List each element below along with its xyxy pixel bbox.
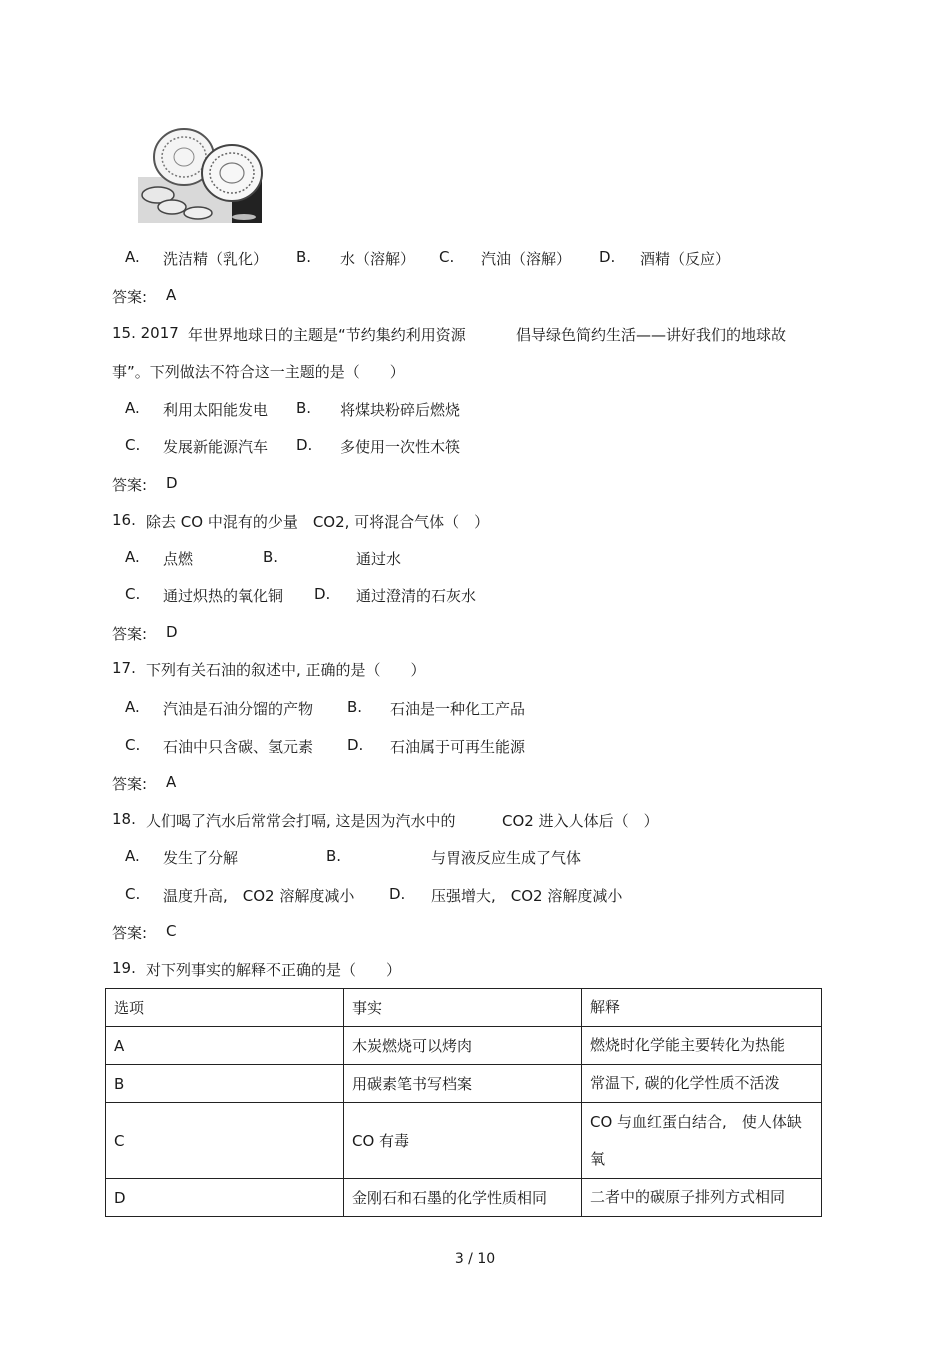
table-row (106, 1027, 822, 1065)
table-cell: 常温下, 碳的化学性质不活泼 (582, 1065, 822, 1103)
q15-option-b: B. (296, 399, 312, 417)
table-cell: 二者中的碳原子排列方式相同 (582, 1179, 822, 1217)
page-number: 3 / 10 (454, 1251, 496, 1267)
table-cell: A (106, 1027, 344, 1065)
table-header-cell: 事实 (344, 989, 582, 1027)
q14-option-a-text: 洗洁精（乳化） (163, 250, 269, 268)
q14-answer-value: A (166, 286, 177, 304)
q17-answer-label: 答案: (112, 775, 148, 793)
q16-option-c-text: 通过炽热的氧化铜 (163, 587, 284, 605)
q18-stem-part2: CO2 进入人体后（ ） (502, 812, 659, 830)
table-row (106, 1179, 822, 1217)
q15-answer-value: D (166, 474, 178, 492)
q17-option-a: A. (125, 698, 140, 716)
q14-answer-label: 答案: (112, 288, 148, 306)
table-cell: 用碳素笔书写档案 (344, 1065, 582, 1103)
q18-option-d: D. (389, 885, 406, 903)
q16-answer-value: D (166, 623, 178, 641)
table-row (106, 1103, 822, 1179)
table-cell: D (106, 1179, 344, 1217)
q16-option-d: D. (314, 585, 331, 603)
table-cell-line: CO 与血红蛋白结合, 使人体缺 (590, 1112, 802, 1131)
table-header-cell: 选项 (106, 989, 344, 1027)
facts-table (105, 988, 822, 1217)
q16-option-c: C. (125, 585, 141, 603)
table-cell: C (106, 1103, 344, 1179)
q15-option-c-text: 发展新能源汽车 (163, 438, 269, 456)
q14-option-c-text: 汽油（溶解） (481, 250, 572, 268)
q17-option-b-text: 石油是一种化工产品 (390, 700, 526, 718)
q15-stem-part2: 倡导绿色简约生活——讲好我们的地球故 (516, 326, 787, 344)
q16-option-a: A. (125, 548, 140, 566)
q18-option-a: A. (125, 847, 140, 865)
table-cell: CO 有毒 (344, 1103, 582, 1179)
q19-number: 19. (112, 959, 136, 977)
table-header-cell: 解释 (582, 989, 822, 1027)
q17-option-a-text: 汽油是石油分馏的产物 (163, 700, 314, 718)
q16-answer-label: 答案: (112, 625, 148, 643)
q17-option-d-text: 石油属于可再生能源 (390, 738, 526, 756)
q17-option-b: B. (347, 698, 363, 716)
table-row (106, 1065, 822, 1103)
table-cell: B (106, 1065, 344, 1103)
table-cell: 木炭燃烧可以烤肉 (344, 1027, 582, 1065)
table-cell (582, 1103, 822, 1179)
q15-option-c: C. (125, 436, 141, 454)
q16-stem: 除去 CO 中混有的少量 CO2, 可将混合气体（ ） (146, 513, 490, 531)
q15-number: 15. 2017 (112, 324, 179, 342)
table-cell: 金刚石和石墨的化学性质相同 (344, 1179, 582, 1217)
q16-option-b-text: 通过水 (356, 550, 402, 568)
q16-option-a-text: 点燃 (163, 550, 194, 568)
q14-option-c: C. (439, 248, 455, 266)
q14-option-b-text: 水（溶解） (340, 250, 416, 268)
q18-answer-value: C (166, 922, 177, 940)
table-cell-line: 氧 (590, 1149, 606, 1168)
q15-option-a: A. (125, 399, 140, 417)
table-cell: 燃烧时化学能主要转化为热能 (582, 1027, 822, 1065)
dishes-photo (136, 125, 264, 225)
q15-stem-part1: 年世界地球日的主题是“节约集约利用资源 (188, 326, 466, 344)
q17-option-d: D. (347, 736, 364, 754)
q17-stem: 下列有关石油的叙述中, 正确的是（ ） (146, 661, 426, 679)
q18-option-d-text: 压强增大, CO2 溶解度减小 (431, 887, 623, 905)
q19-stem: 对下列事实的解释不正确的是（ ） (146, 961, 402, 979)
q16-option-d-text: 通过澄清的石灰水 (356, 587, 477, 605)
q16-number: 16. (112, 511, 136, 529)
q16-option-b: B. (263, 548, 279, 566)
q14-option-d-text: 酒精（反应） (640, 250, 731, 268)
q17-answer-value: A (166, 773, 177, 791)
q14-option-d: D. (599, 248, 616, 266)
table-header-row (106, 989, 822, 1027)
q17-option-c-text: 石油中只含碳、氢元素 (163, 738, 314, 756)
q17-number: 17. (112, 659, 136, 677)
q18-option-c-text: 温度升高, CO2 溶解度减小 (163, 887, 355, 905)
q18-option-c: C. (125, 885, 141, 903)
q15-option-b-text: 将煤块粉碎后燃烧 (340, 401, 461, 419)
q14-option-a: A. (125, 248, 140, 266)
q18-option-a-text: 发生了分解 (163, 849, 239, 867)
q17-option-c: C. (125, 736, 141, 754)
q15-option-a-text: 利用太阳能发电 (163, 401, 269, 419)
q18-number: 18. (112, 810, 136, 828)
q15-stem-line2: 事”。下列做法不符合这一主题的是（ ） (112, 363, 405, 381)
q18-option-b-text: 与胃液反应生成了气体 (431, 849, 582, 867)
q15-answer-label: 答案: (112, 476, 148, 494)
q18-answer-label: 答案: (112, 924, 148, 942)
q18-option-b: B. (326, 847, 342, 865)
q15-option-d-text: 多使用一次性木筷 (340, 438, 461, 456)
q18-stem-part1: 人们喝了汽水后常常会打嗝, 这是因为汽水中的 (146, 812, 456, 830)
q15-option-d: D. (296, 436, 313, 454)
q14-option-b: B. (296, 248, 312, 266)
